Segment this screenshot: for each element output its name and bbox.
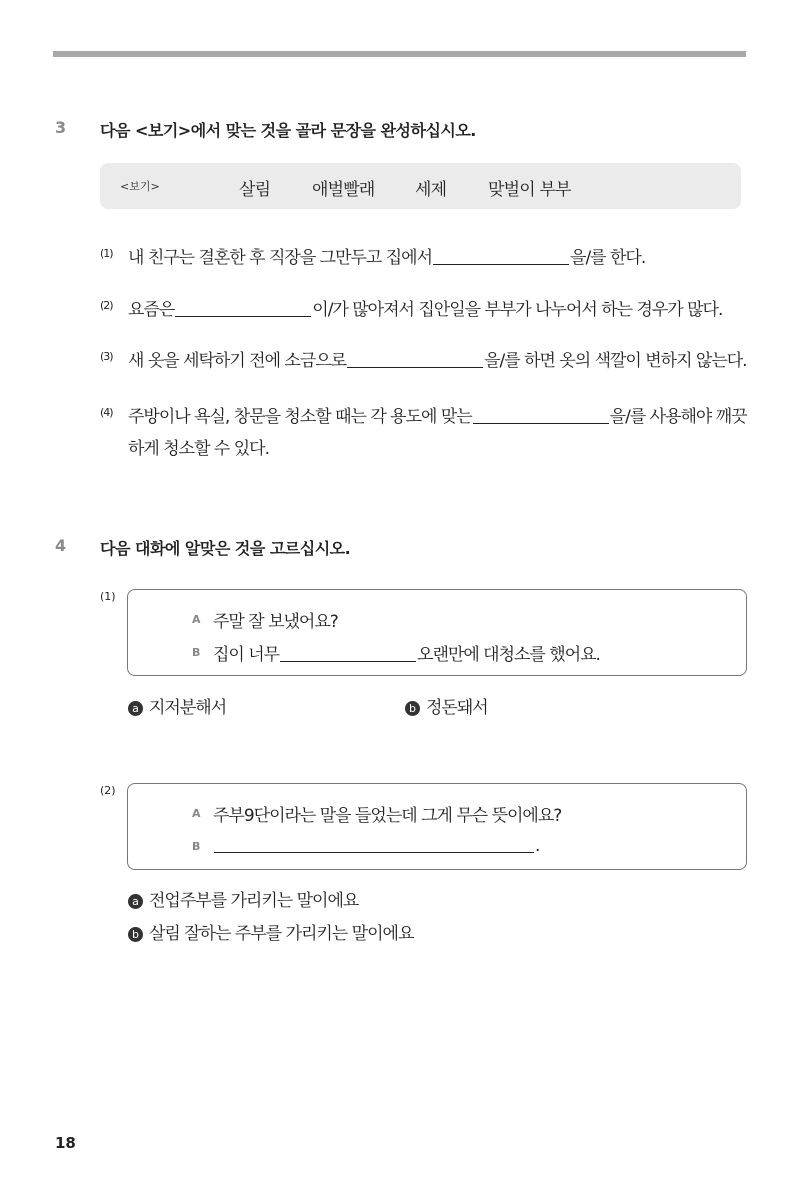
q3-item-3-number: (3) (100, 350, 113, 363)
dialog-2-option-b[interactable] (128, 919, 413, 944)
q3-item-4 (100, 402, 747, 427)
page-number: 18 (55, 1134, 76, 1152)
question-3-title: 다음 <보기>에서 맞는 것을 골라 문장을 완성하십시오. (100, 121, 476, 140)
dialog-1-option-a[interactable] (128, 693, 226, 718)
dialog-1-option-b-text: 정돈돼서 (426, 698, 488, 718)
dialog-1-option-a-text: 지저분해서 (149, 698, 227, 718)
q3-item-1 (100, 243, 645, 268)
bogi-word-3: 세제 (415, 180, 447, 200)
q3-item-2-blank[interactable] (175, 298, 311, 317)
dialog-2-speaker-a: A (192, 807, 201, 820)
q3-item-2-post: 이/가 많아져서 집안일을 부부가 나누어서 하는 경우가 많다. (312, 300, 723, 320)
q3-item-4-line2: 하게 청소할 수 있다. (128, 439, 269, 459)
dialog-1-line-b-pre: 집이 너무 (213, 645, 280, 665)
q3-item-4-number: (4) (100, 406, 113, 419)
dialog-1-speaker-a: A (192, 613, 201, 626)
dialog-1-line-a: 주말 잘 보냈어요? (213, 612, 338, 632)
q3-item-2-number: (2) (100, 299, 113, 312)
option-b-marker: b (405, 701, 420, 716)
dialog-1-number: (1) (100, 590, 116, 603)
dialog-2-line-b (213, 834, 539, 856)
option-b-marker: b (128, 927, 143, 942)
question-4-number: 4 (55, 536, 67, 555)
q3-item-3 (100, 346, 747, 371)
q3-item-4-blank[interactable] (473, 405, 609, 424)
q3-item-1-number: (1) (100, 247, 113, 260)
q3-item-2 (100, 295, 722, 320)
dialog-2-line-b-post: . (535, 836, 540, 856)
q3-item-1-post: 을/를 한다. (570, 248, 646, 268)
q3-item-1-blank[interactable] (433, 246, 569, 265)
bogi-word-4: 맞벌이 부부 (488, 180, 571, 200)
dialog-2-line-a: 주부9단이라는 말을 들었는데 그게 무슨 뜻이에요? (213, 806, 562, 826)
q3-item-4-pre: 주방이나 욕실, 창문을 청소할 때는 각 용도에 맞는 (128, 407, 472, 427)
q3-item-3-pre: 새 옷을 세탁하기 전에 소금으로 (128, 351, 347, 371)
dialog-1-speaker-b: B (192, 646, 201, 659)
dialog-1-box (127, 589, 747, 676)
bogi-box (100, 163, 741, 209)
q3-item-4-post: 을/를 사용해야 깨끗 (609, 407, 747, 427)
dialog-2-number: (2) (100, 784, 116, 797)
bogi-word-1: 살림 (239, 180, 271, 200)
dialog-2-box (127, 783, 747, 870)
q3-item-2-pre: 요즘은 (128, 300, 175, 320)
dialog-2-option-a-text: 전업주부를 가리키는 말이에요 (149, 891, 359, 911)
q3-item-3-post: 을/를 하면 옷의 색깔이 변하지 않는다. (484, 351, 747, 371)
bogi-label: <보기> (120, 180, 160, 193)
top-rule (53, 51, 746, 57)
dialog-1-line-b-post: 오랜만에 대청소를 했어요. (417, 645, 600, 665)
option-a-marker: a (128, 894, 143, 909)
dialog-1-blank[interactable] (280, 643, 416, 662)
dialog-1-line-b (213, 640, 600, 665)
dialog-2-option-a[interactable] (128, 886, 358, 911)
dialog-2-option-b-text: 살림 잘하는 주부를 가리키는 말이에요 (149, 924, 414, 944)
question-3-number: 3 (55, 118, 67, 137)
bogi-word-2: 애벌빨래 (312, 180, 375, 200)
dialog-1-option-b[interactable] (405, 693, 488, 718)
dialog-2-blank[interactable] (214, 834, 534, 853)
q3-item-3-blank[interactable] (347, 349, 483, 368)
option-a-marker: a (128, 701, 143, 716)
question-4-title: 다음 대화에 알맞은 것을 고르십시오. (100, 539, 351, 558)
dialog-2-speaker-b: B (192, 840, 201, 853)
q3-item-1-pre: 내 친구는 결혼한 후 직장을 그만두고 집에서 (128, 248, 433, 268)
